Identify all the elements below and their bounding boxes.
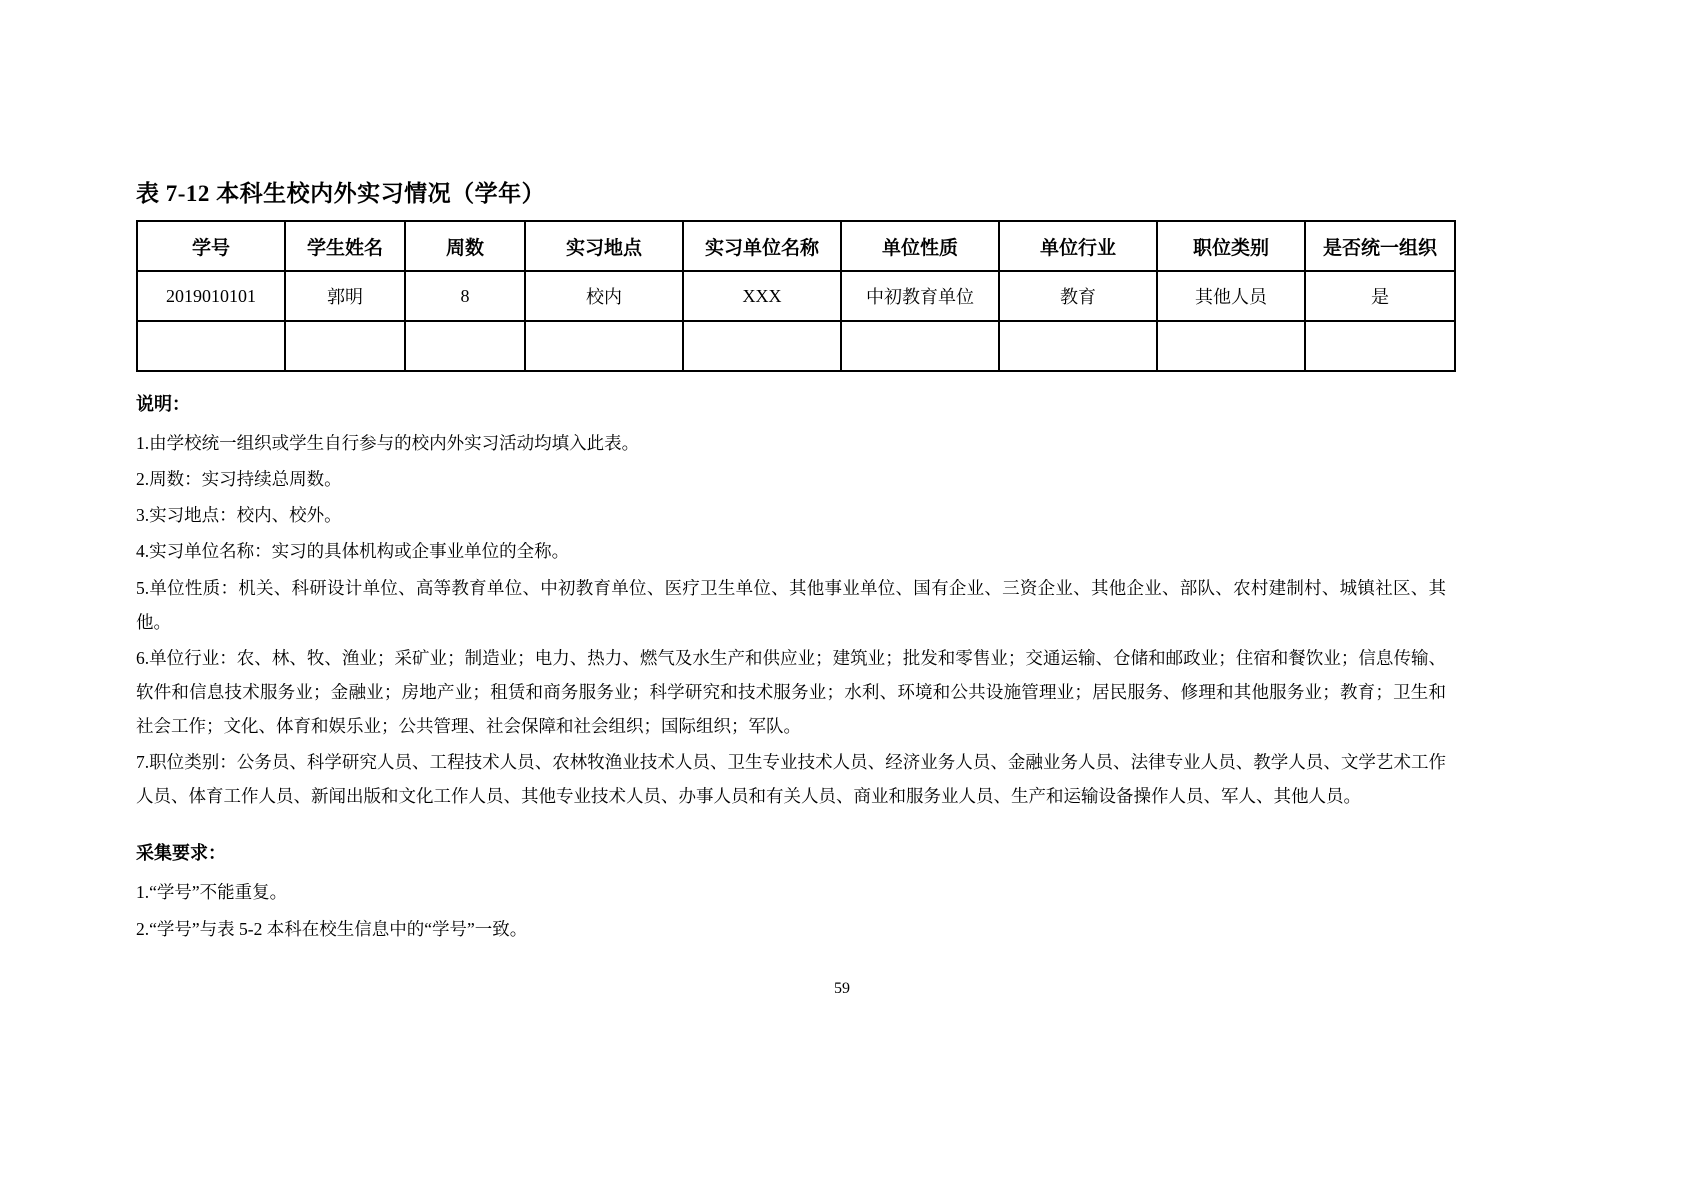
page-title: 表 7-12 本科生校内外实习情况（学年）	[136, 181, 546, 206]
cell-unified-organization	[1305, 321, 1455, 371]
document-content	[136, 175, 1446, 948]
column-header-position-category: 职位类别	[1157, 221, 1305, 271]
table-header-row	[137, 221, 1455, 271]
requirements-section	[136, 839, 1446, 945]
cell-unified-organization: 是	[1305, 271, 1455, 321]
cell-weeks	[405, 321, 525, 371]
note-item-7: 7.职位类别：公务员、科学研究人员、工程技术人员、农林牧渔业技术人员、卫生专业技术人员、经济业务人员、金融业务人员、法律专业人员、教学人员、文学艺术工作人员、体育工作人员、新闻出版和文化工作人员、其他专业技术人员、办事人员和有关人员、商业和服务业人员、生产和运输设备操作人员、军人、其他人员。	[136, 752, 1446, 807]
cell-student-id	[137, 321, 285, 371]
note-item-1: 1.由学校统一组织或学生自行参与的校内外实习活动均填入此表。	[136, 433, 640, 453]
cell-weeks: 8	[405, 271, 525, 321]
cell-unit-nature: 中初教育单位	[841, 271, 999, 321]
column-header-student-name: 学生姓名	[285, 221, 405, 271]
cell-student-name	[285, 321, 405, 371]
cell-unit-name	[683, 321, 841, 371]
cell-student-name: 郭明	[285, 271, 405, 321]
column-header-location: 实习地点	[525, 221, 683, 271]
notes-heading: 说明：	[136, 394, 190, 414]
column-header-unified-organization: 是否统一组织	[1305, 221, 1455, 271]
cell-position-category: 其他人员	[1157, 271, 1305, 321]
cell-location	[525, 321, 683, 371]
column-header-unit-name: 实习单位名称	[683, 221, 841, 271]
table-row	[137, 321, 1455, 371]
cell-unit-nature	[841, 321, 999, 371]
notes-section	[136, 390, 1446, 813]
internship-table	[136, 220, 1456, 372]
cell-location: 校内	[525, 271, 683, 321]
note-item-6: 6.单位行业：农、林、牧、渔业；采矿业；制造业；电力、热力、燃气及水生产和供应业；建筑业；批发和零售业；交通运输、仓储和邮政业；住宿和餐饮业；信息传输、软件和信息技术服务业；金融业；房地产业；租赁和商务服务业；科学研究和技术服务业；水利、环境和公共设施管理业；居民服务、修理和其他服务业；教育；卫生和社会工作；文化、体育和娱乐业；公共管理、社会保障和社会组织；国际组织；军队。	[136, 647, 1446, 736]
requirements-heading: 采集要求：	[136, 843, 226, 864]
page-number: 59	[834, 980, 850, 997]
note-item-2: 2.周数：实习持续总周数。	[136, 469, 342, 490]
requirement-item-2: 2.“学号”与表 5-2 本科在校生信息中的“学号”一致。	[136, 918, 528, 939]
column-header-unit-nature: 单位性质	[841, 221, 999, 271]
cell-student-id: 2019010101	[137, 271, 285, 321]
cell-unit-industry	[999, 321, 1157, 371]
requirement-item-1: 1.“学号”不能重复。	[136, 882, 288, 903]
column-header-student-id: 学号	[137, 221, 285, 271]
cell-unit-industry: 教育	[999, 271, 1157, 321]
column-header-unit-industry: 单位行业	[999, 221, 1157, 271]
note-item-4: 4.实习单位名称：实习的具体机构或企事业单位的全称。	[136, 541, 570, 562]
note-item-3: 3.实习地点：校内、校外。	[136, 505, 342, 526]
column-header-weeks: 周数	[405, 221, 525, 271]
table-row	[137, 271, 1455, 321]
cell-position-category	[1157, 321, 1305, 371]
note-item-5: 5.单位性质：机关、科研设计单位、高等教育单位、中初教育单位、医疗卫生单位、其他事业单位、国有企业、三资企业、其他企业、部队、农村建制村、城镇社区、其他。	[136, 577, 1446, 632]
cell-unit-name: XXX	[683, 271, 841, 321]
